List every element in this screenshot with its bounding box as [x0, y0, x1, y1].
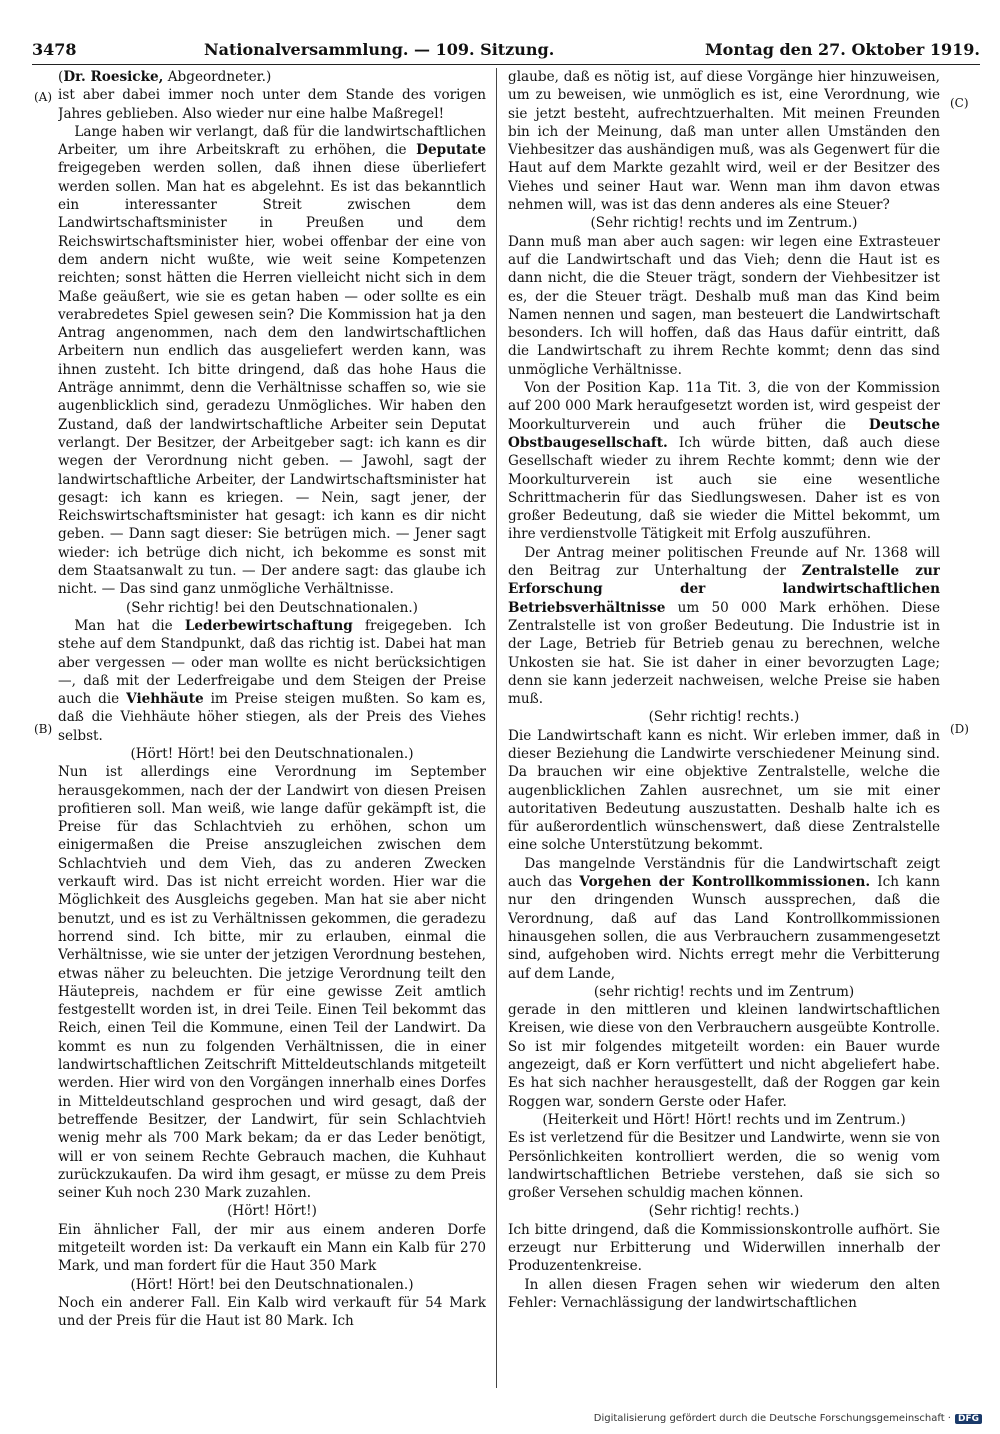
keyword: Deutsche Obstbaugesellschaft.: [508, 416, 940, 451]
interjection: (Heiterkeit und Hört! Hört! rechts und im Zentrum.): [542, 1111, 906, 1128]
paragraph: gerade in den mittleren und kleinen landwirtschaftlichen Kreisen, wie diese von den Verbrauchern ausgeübte Kontrolle. So ist mir folgendes mitgeteilt worden: ein Bauer wurde angezeigt, daß er Korn verfüttert und nicht abgeliefert habe. Es hat sich nachher herausgestellt, daß der Roggen gar kein Roggen war, sondern Gerste oder Hafer.: [508, 1002, 940, 1110]
interjection: (Hört! Hört! bei den Deutschnationalen.): [130, 745, 414, 762]
session-date: Montag den 27. Oktober 1919.: [704, 40, 980, 59]
keyword: Viehhäute: [126, 691, 204, 708]
footer-text: Digitalisierung gefördert durch die Deutsche Forschungsgemeinschaft ·: [593, 1413, 951, 1424]
paragraph: Es ist verletzend für die Besitzer und Landwirte, wenn sie von Persönlichkeiten kontrolliert werden, die so wenig vom landwirtschaftlichen Betriebe verstehen, daß sie sich so großer Versehen schuldig machen können.: [508, 1130, 940, 1202]
page-number: 3478: [32, 40, 77, 59]
paragraph: Nun ist allerdings eine Verordnung im September herausgekommen, nach der der Landwirt von diesen Preisen profitieren soll. Man weiß, wie lange dafür gekämpft ist, die Preise für das Schlachtvieh zu erhöhen, schon um einigermaßen die Preise anszugleichen zwischen dem Schlachtvieh und dem Vieh, das zu anderen Zwecken verkauft wird. Das ist nicht erreicht worden. Hier war die Möglichkeit des Ausgleichs gegeben. Man hat sie aber nicht benutzt, und es ist zu Verhältnissen gekommen, die geradezu horrend sind. Ich bitte, mir zu erlauben, einmal die Verhältnisse, wie sie unter der jetzigen Verordnung bestehen, etwas näher zu beleuchten. Die jetzige Verordnung teilt den Häutepreis, nachdem er für eine gewisse Zeit amtlich festgestellt worden ist, in drei Teile. Einen Teil bekommt das Reich, einen Teil die Kommune, einen Teil der Landwirt. Da kommt es nun zu folgenden Verhältnissen, die in einer landwirtschaftlichen Zeitschrift Mitteldeutschlands mitgeteilt werden. Hier wird von den Vorgängen innerhalb eines Dorfes in Mitteldeutschland gesprochen und wird gesagt, daß der betreffende Besitzer, der Landwirt, für sein Schlachtvieh wenig mehr als 700 Mark bekam; da er das Leder benötigt, will er von seinem Rechte Gebrauch machen, die Kuhhaut zurückzukaufen. Da wird ihm gesagt, er müsse zu dem Preis seiner Kuh noch 230 Mark zuzahlen.: [58, 764, 486, 1202]
interjection: (Sehr richtig! rechts.): [648, 1203, 800, 1220]
interjection: (Sehr richtig! rechts und im Zentrum.): [590, 215, 858, 232]
speaker-role: Abgeordneter.: [167, 69, 267, 85]
interjection: (sehr richtig! rechts und im Zentrum): [593, 983, 855, 1000]
margin-marker-d: (D): [950, 722, 969, 736]
paragraph: Man hat die Lederbewirtschaftung freigegeben. Ich stehe auf dem Standpunkt, daß das richtig ist. Dabei hat man aber vergessen — oder man wollte es nicht berücksichtigen —, daß mit der Lederfreigabe und dem Steigen der Preise auch die Viehhäute im Preise steigen mußten. So kam es, daß die Viehhäute höher stiegen, als der Preis des Viehes selbst.: [58, 617, 486, 744]
speaker-name: Dr. Roesicke,: [63, 69, 164, 85]
interjection: (Hört! Hört!): [227, 1203, 317, 1220]
column-divider: [496, 68, 497, 1388]
paragraph: In allen diesen Fragen sehen wir wiederum den alten Fehler: Vernachlässigung der landwirtschaftlichen: [508, 1276, 940, 1311]
interjection: (Hört! Hört! bei den Deutschnationalen.): [130, 1276, 414, 1293]
keyword: Zentralstelle zur Erforschung der landwirtschaftlichen Betriebsverhältnisse: [508, 563, 940, 616]
paragraph: Das mangelnde Verständnis für die Landwirtschaft zeigt auch das Vorgehen der Kontrollkommissionen. Ich kann nur den dringenden Wunsch aussprechen, daß die Verordnung, daß auf das Land Kontrollkommissionen hinausgehen sollen, die aus Verbrauchern zusammengesetzt sind, aufgehoben wird. Nichts erregt mehr die Verbitterung auf dem Lande,: [508, 855, 940, 982]
footer: [594, 1413, 982, 1424]
paragraph: Von der Position Kap. 11a Tit. 3, die von der Kommission auf 200 000 Mark heraufgesetzt worden ist, wird gespeist der Moorkulturverein und auch früher die Deutsche Obstbaugesellschaft. Ich würde bitten, daß auch diese Gesellschaft wieder zu ihrem Rechte kommt; denn wie der Moorkulturverein ist auch sie eine wesentliche Schrittmacherin für das Siedlungswesen. Daher ist es von großer Bedeutung, daß sie wieder die Mittel bekommt, um ihre verdienstvolle Tätigkeit mit Erfolg auszuführen.: [508, 380, 940, 543]
keyword: Lederbewirtschaftung: [184, 617, 353, 634]
left-column: [58, 68, 486, 1378]
paragraph: Der Antrag meiner politischen Freunde auf Nr. 1368 will den Beitrag zur Unterhaltung der Zentralstelle zur Erforschung der landwirtschaftlichen Betriebsverhältnisse um 50 000 Mark erhöhen. Diese Zentralstelle ist von großer Bedeutung. Die Industrie ist in der Lage, Betrieb für Betrieb genau zu berechnen, welche Unkosten sie hat. Sie ist daher in einer bevorzugten Lage; denn sie kann jederzeit nachweisen, welche Preise sie haben muß.: [508, 544, 940, 708]
interjection: (Sehr richtig! rechts.): [648, 709, 800, 726]
margin-marker-c: (C): [950, 96, 969, 110]
page-title: Nationalversammlung. — 109. Sitzung.: [204, 40, 555, 59]
margin-marker-b: (B): [34, 722, 53, 736]
dfg-logo: DFG: [955, 1414, 982, 1424]
paragraph: Die Landwirtschaft kann es nicht. Wir erleben immer, daß in dieser Beziehung die Landwirte verschiedener Meinung sind. Da brauchen wir eine objektive Zentralstelle, welche die augenblicklichen Zahlen ausrechnet, um sie mit einer autoritativen Bedeutung auszustatten. Deshalb halte ich es für außerordentlich wünschenswert, daß diese Zentralstelle eine solche Unterstützung bekommt.: [508, 727, 940, 854]
paragraph: ist aber dabei immer noch unter dem Stande des vorigen Jahres geblieben. Also wieder nur eine halbe Maßregel!: [58, 87, 486, 122]
keyword: Vorgehen der Kontrollkommissionen.: [579, 874, 871, 891]
speaker-line: (Dr. Roesicke, Abgeordneter.): [58, 69, 272, 85]
paragraph: Ich bitte dringend, daß die Kommissionskontrolle aufhört. Sie erzeugt nur Erbitterung und Widerwillen innerhalb der Produzentenkreise.: [508, 1221, 940, 1275]
paragraph: Lange haben wir verlangt, daß für die landwirtschaftlichen Arbeiter, um ihre Arbeitskraft zu erhöhen, die Deputate freigegeben werden sollen, daß ihnen diese überliefert werden sollen. Man hat es abgelehnt. Es ist das bekanntlich ein interessanter Streit zwischen dem Landwirtschaftsminister in Preußen und dem Reichswirtschaftsminister hier, wobei offenbar der eine von dem andern nicht wußte, wie weit seine Kompetenzen reichten; sonst hätten die Herren vielleicht nicht sich in dem Maße geäußert, wie sie es getan haben — oder sollte es ein verabredetes Spiel gewesen sein? Die Kommission hat ja den Antrag angenommen, nach dem den landwirtschaftlichen Arbeitern nun endlich das ausgeliefert werden kann, was ihnen zusteht. Ich bitte dringend, daß das hohe Haus die Anträge annimmt, denn die Verhältnisse schaffen so, wie sie augenblicklich sind, geradezu Unmögliches. Wir haben den Zustand, daß der landwirtschaftliche Arbeiter sein Deputat verlangt. Der Besitzer, der Arbeitgeber sagt: ich kann es dir wegen der Verordnung nicht geben. — Jawohl, sagt der landwirtschaftliche Arbeiter, der Landwirtschaftsminister hat gesagt: ich kann es kriegen. — Nein, sagt jener, der Reichswirtschaftsminister hat gesagt: ich kann es dir nicht geben. — Dann sagt dieser: Sie betrügen mich. — Jener sagt wieder: ich betrüge dich nicht, ich bekomme es sonst mit dem Staatsanwalt zu tun. — Der andere sagt: das glaube ich nicht. — Das sind ganz unmögliche Verhältnisse.: [58, 123, 486, 598]
paragraph: Ein ähnlicher Fall, der mir aus einem anderen Dorfe mitgeteilt worden ist: Da verkauft ein Mann ein Kalb für 270 Mark, und man fordert für die Haut 350 Mark: [58, 1221, 486, 1275]
page-header: [32, 40, 980, 62]
right-column: [508, 68, 940, 1378]
paragraph: Dann muß man aber auch sagen: wir legen eine Extrasteuer auf die Landwirtschaft und das Vieh; denn die Haut ist es dann nicht, die die Steuer trägt, sondern der Viehbesitzer ist es, der die Steuer trägt. Deshalb muß man das Kind beim Namen nennen und sagen, man besteuert die Landwirtschaft besonders. Ich will hoffen, daß das Haus dafür eintritt, daß die Landwirtschaft zu ihrem Rechte kommt; denn das sind unmögliche Verhältnisse.: [508, 233, 940, 378]
paragraph: glaube, daß es nötig ist, auf diese Vorgänge hier hinzuweisen, um zu beweisen, wie unmöglich es ist, eine Verordnung, wie sie jetzt besteht, aufrechtzuerhalten. Mit meinen Freunden bin ich der Meinung, daß man unter allen Umständen den Viehbesitzer das aushändigen muß, was als Gegenwert für die Haut auf dem Markte gezahlt wird, weil er der Besitzer des Viehes und seiner Haut war. Wenn man ihm davon etwas nehmen will, was ist das denn anderes als eine Steuer?: [508, 69, 940, 214]
keyword: Deputate: [416, 142, 486, 159]
interjection: (Sehr richtig! bei den Deutschnationalen.): [126, 599, 418, 616]
margin-marker-a: (A): [34, 90, 53, 104]
header-rule: [32, 64, 980, 65]
paragraph: Noch ein anderer Fall. Ein Kalb wird verkauft für 54 Mark und der Preis für die Haut ist 80 Mark. Ich: [58, 1294, 486, 1330]
